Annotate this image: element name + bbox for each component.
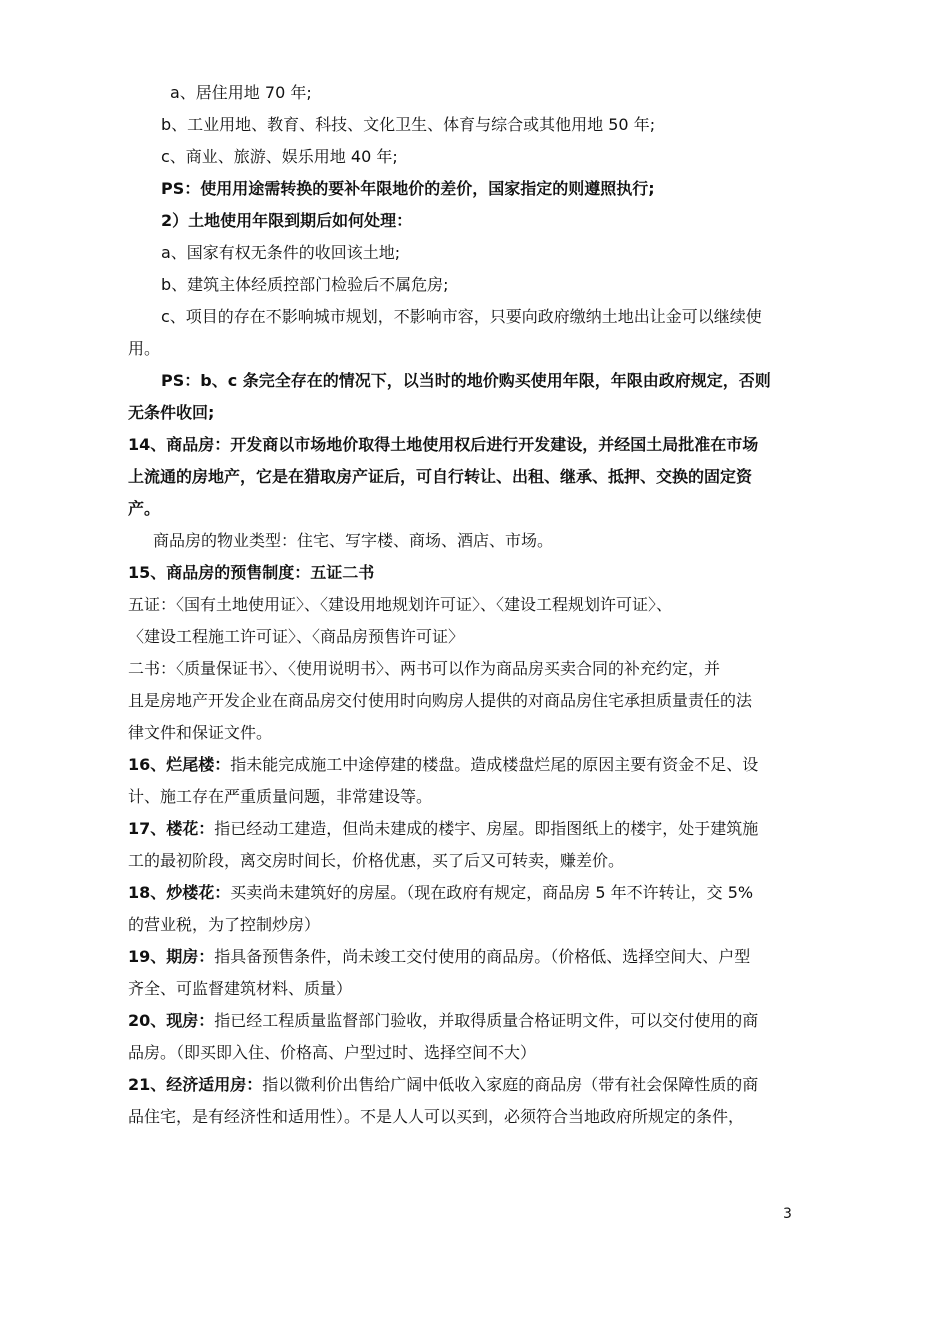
definition-16 (128, 749, 758, 781)
term: 18、炒楼花： (128, 883, 231, 902)
text-line: 且是房地产开发企业在商品房交付使用时向购房人提供的对商品房住宅承担质量责任的法 (128, 691, 753, 710)
definition-text: 买卖尚未建筑好的房屋。（现在政府有规定，商品房 5 年不许转让，交 5% (230, 883, 754, 902)
ps-note: 无条件收回; (128, 403, 215, 422)
term: 16、烂尾楼： (128, 755, 231, 774)
definition-14-line: 上流通的房地产，它是在猎取房产证后，可自行转让、出租、继承、抵押、交换的固定资 (128, 467, 753, 486)
text-line: a、居住用地 70 年; (170, 83, 312, 102)
text-line: a、国家有权无条件的收回该土地; (161, 243, 401, 262)
ps-note: PS：b、c 条完全存在的情况下，以当时的地价购买使用年限，年限由政府规定，否则 (161, 371, 771, 390)
text-line: 商品房的物业类型：住宅、写字楼、商场、酒店、市场。 (153, 531, 554, 550)
text-line: b、建筑主体经质控部门检验后不属危房; (161, 275, 449, 294)
text-line: 齐全、可监督建筑材料、质量） (128, 979, 353, 998)
text-line: 用。 (128, 339, 161, 358)
text-line: 计、施工存在严重质量问题，非常建设等。 (128, 787, 433, 806)
definition-19 (128, 941, 750, 973)
page-number: 3 (783, 1206, 792, 1222)
definition-text: 指已经动工建造，但尚未建成的楼宇、房屋。即指图纸上的楼宇，处于建筑施 (214, 819, 759, 838)
definition-14 (128, 429, 758, 461)
definition-20 (128, 1005, 758, 1037)
section-heading: 15、商品房的预售制度：五证二书 (128, 563, 375, 582)
term: 17、楼花： (128, 819, 215, 838)
definition-text: 指以微利价出售给广阔中低收入家庭的商品房（带有社会保障性质的商 (262, 1075, 759, 1094)
definition-text: 开发商以市场地价取得土地使用权后进行开发建设，并经国土局批准在市场 (230, 435, 759, 454)
subheading: 2）土地使用年限到期后如何处理： (161, 211, 413, 230)
definition-21 (128, 1069, 758, 1101)
text-line: 〈建设工程施工许可证〉、〈商品房预售许可证〉 (128, 627, 465, 646)
text-line: c、项目的存在不影响城市规划，不影响市容，只要向政府缴纳土地出让金可以继续使 (161, 307, 762, 326)
text-line: 五证：〈国有土地使用证〉、〈建设用地规划许可证〉、〈建设工程规划许可证〉、 (128, 595, 673, 614)
text-line: 品房。（即买即入住、价格高、户型过时、选择空间不大） (128, 1043, 537, 1062)
text-line: 二书：〈质量保证书〉、〈使用说明书〉、两书可以作为商品房买卖合同的补充约定，并 (128, 659, 721, 678)
term: 21、经济适用房： (128, 1075, 263, 1094)
definition-14-line: 产。 (128, 499, 161, 518)
text-line: c、商业、旅游、娱乐用地 40 年; (161, 147, 398, 166)
definition-text: 指未能完成施工中途停建的楼盘。造成楼盘烂尾的原因主要有资金不足、设 (230, 755, 759, 774)
term: 19、期房： (128, 947, 215, 966)
text-line: 律文件和保证文件。 (128, 723, 273, 742)
text-line: 的营业税，为了控制炒房） (128, 915, 321, 934)
text-line: 品住宅，是有经济性和适用性）。不是人人可以买到，必须符合当地政府所规定的条件， (128, 1107, 745, 1126)
text-line: 工的最初阶段，离交房时间长，价格优惠，买了后又可转卖，赚差价。 (128, 851, 625, 870)
definition-text: 指已经工程质量监督部门验收，并取得质量合格证明文件，可以交付使用的商 (214, 1011, 759, 1030)
definition-text: 指具备预售条件，尚未竣工交付使用的商品房。（价格低、选择空间大、户型 (214, 947, 751, 966)
ps-note: PS：使用用途需转换的要补年限地价的差价，国家指定的则遵照执行; (161, 179, 655, 198)
definition-17 (128, 813, 758, 845)
term: 20、现房： (128, 1011, 215, 1030)
term: 14、商品房： (128, 435, 231, 454)
definition-18 (128, 877, 753, 909)
text-line: b、工业用地、教育、科技、文化卫生、体育与综合或其他用地 50 年; (161, 115, 656, 134)
